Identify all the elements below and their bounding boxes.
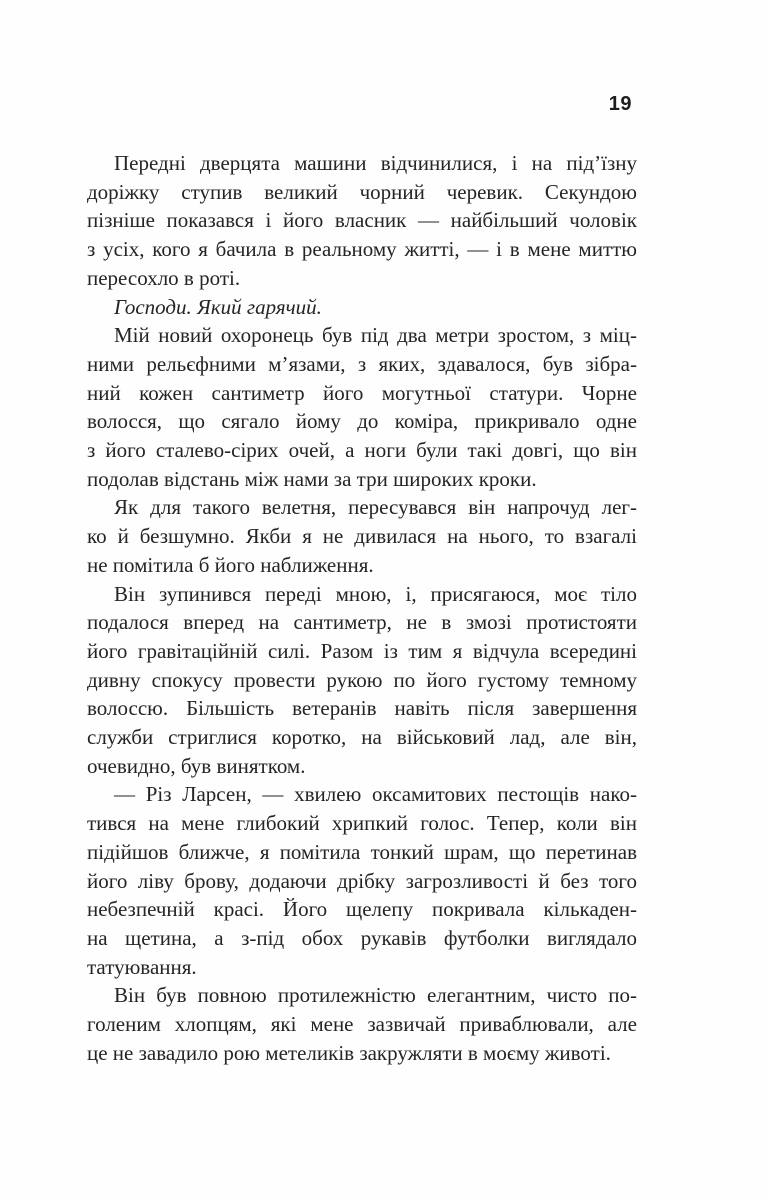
- text-line: пересохло в роті.: [87, 265, 241, 290]
- text-line: Передні дверцята машини відчинилися, і на під’їзну: [114, 151, 637, 175]
- paragraph-italic-thought: [87, 293, 637, 322]
- text-line: Господи. Який гарячий.: [114, 294, 322, 319]
- text-line: ний кожен сантиметр його могутньої статури. Чорне: [87, 380, 637, 405]
- text-line: небезпечній красі. Його щелепу покривала кількаден-: [87, 897, 637, 922]
- paragraph: [87, 493, 637, 579]
- text-line: не помітила б його наближення.: [87, 552, 374, 577]
- text-line: на щетина, а з-під обох рукавів футболки виглядало: [87, 925, 637, 950]
- text-line: з усіх, кого я бачила в реальному житті, — і в мене миттю: [87, 237, 637, 262]
- text-line: підійшов ближче, я помітила тонкий шрам, що перетинав: [87, 839, 637, 864]
- text-line: волосся, що сягало йому до коміра, прикривало одне: [87, 409, 637, 434]
- text-line: це не завадило рою метеликів закружляти в моєму животі.: [87, 1040, 611, 1065]
- text-line: доріжку ступив великий чорний черевик. Секундою: [87, 179, 637, 204]
- text-line: Він зупинився переді мною, і, присягаюся, моє тіло: [114, 581, 637, 606]
- text-line: Як для такого велетня, пересувався він напрочуд лег-: [114, 495, 637, 520]
- text-line: з його сталево-сірих очей, а ноги були такі довгі, що він: [87, 438, 637, 463]
- text-line: голеним хлопцям, які мене зазвичай приваблювали, але: [87, 1012, 637, 1037]
- body-text: [87, 149, 637, 1068]
- paragraph: [87, 580, 637, 781]
- text-line: його гравітаційній силі. Разом із тим я відчула всередині: [87, 638, 637, 663]
- paragraph: [87, 981, 637, 1067]
- page-number: 19: [608, 93, 632, 115]
- text-line: подолав відстань між нами за три широких кроки.: [87, 466, 537, 491]
- text-line: очевидно, був винятком.: [87, 753, 306, 778]
- text-line: татуювання.: [87, 954, 197, 979]
- text-line: дивну спокусу провести рукою по його густому темному: [87, 667, 637, 692]
- text-line: подалося вперед на сантиметр, не в змозі протистояти: [87, 610, 637, 635]
- text-line: тився на мене глибокий хрипкий голос. Тепер, коли він: [87, 811, 637, 836]
- paragraph: [87, 321, 637, 493]
- text-line: волоссю. Більшість ветеранів навіть після завершення: [87, 696, 637, 721]
- text-line: його ліву брову, додаючи дрібку загрозливості й без того: [87, 868, 637, 893]
- text-line: пізніше показався і його власник — найбільший чоловік: [87, 208, 637, 233]
- text-line: служби стриглися коротко, на військовий лад, але він,: [87, 725, 637, 750]
- text-line: Мій новий охоронець був під два метри зростом, з міц-: [114, 323, 637, 348]
- text-line: ко й безшумно. Якби я не дивилася на нього, то взагалі: [87, 524, 637, 549]
- text-line: ними рельєфними м’язами, з яких, здавалося, був зібра-: [87, 351, 637, 376]
- text-line: Він був повною протилежністю елегантним, чисто по-: [114, 983, 637, 1008]
- paragraph-dialogue: [87, 780, 637, 981]
- text-line: — Різ Ларсен, — хвилею оксамитових пестощів нако-: [114, 782, 637, 807]
- paragraph: [87, 149, 637, 293]
